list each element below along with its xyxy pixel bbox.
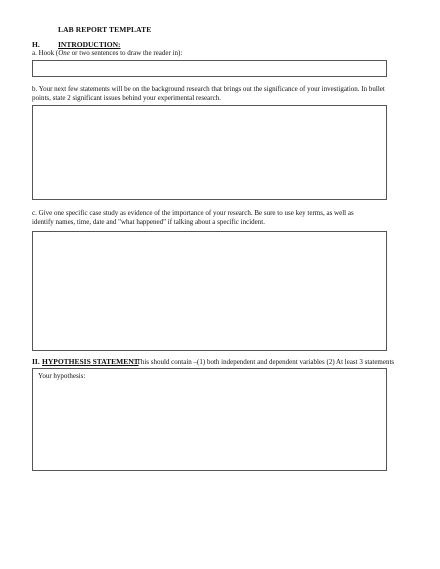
- hook-prompt-suffix: or two sentences to draw the reader in):: [69, 49, 183, 57]
- case-study-prompt-line-1: c. Give one specific case study as evidence of the importance of your research. Be sure to use key terms, as well as: [32, 209, 354, 217]
- case-study-answer-box[interactable]: [32, 231, 387, 351]
- document-title: LAB REPORT TEMPLATE: [58, 25, 152, 34]
- section-2-heading: HYPOTHESIS STATEMENT: [42, 357, 139, 366]
- hook-prompt-emphasis: One: [58, 49, 70, 57]
- background-prompt-line-2: points, state 2 significant issues behind your experimental research.: [32, 94, 221, 102]
- hook-answer-box[interactable]: [32, 60, 387, 77]
- hypothesis-box-label: Your hypothesis:: [38, 372, 86, 380]
- hypothesis-answer-box[interactable]: [32, 368, 387, 471]
- section-2-number: II.: [32, 357, 40, 366]
- background-answer-box[interactable]: [32, 105, 387, 200]
- section-1-number: H.: [32, 40, 40, 49]
- case-study-prompt-line-2: identify names, time, date and "what happened" if talking about a specific incident.: [32, 218, 265, 226]
- background-prompt-line-1: b. Your next few statements will be on the background research that brings out the significance of your investigation. In bullet: [32, 85, 385, 93]
- hypothesis-description: : This should contain –(1) both independent and dependent variables (2) At least 3 statements: [133, 358, 395, 366]
- section-1-heading: INTRODUCTION:: [58, 40, 121, 49]
- hook-prompt-prefix: a. Hook (: [32, 49, 59, 57]
- hook-prompt: [32, 49, 182, 58]
